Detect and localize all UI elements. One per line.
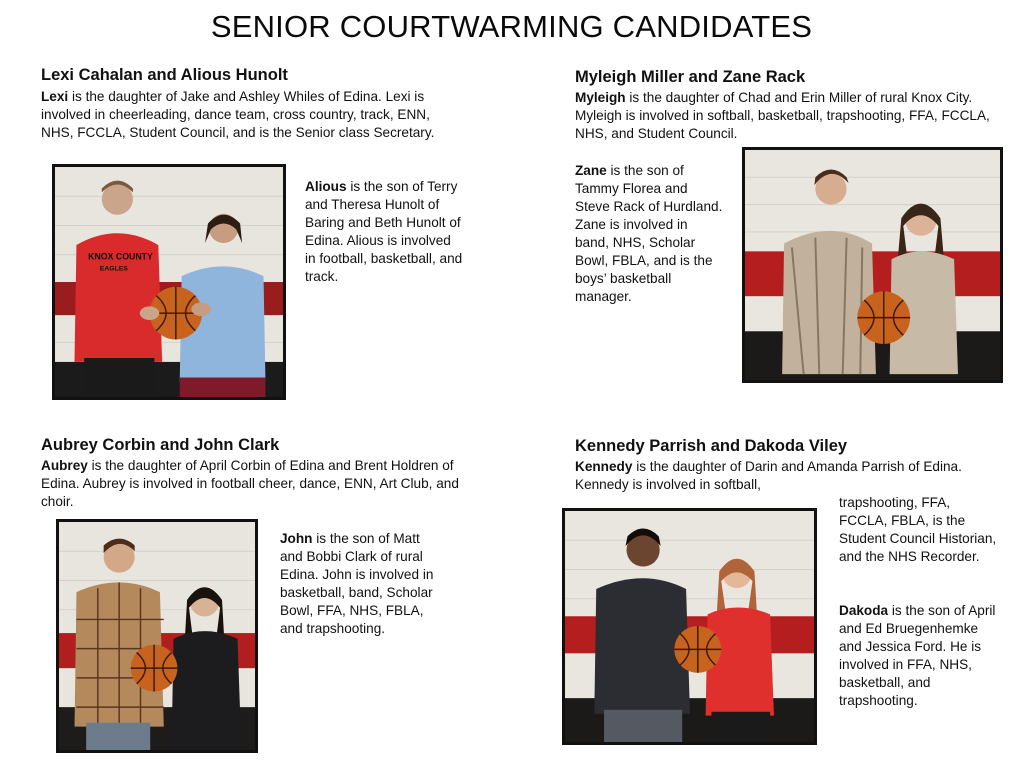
- candidate-heading-3: Aubrey Corbin and John Clark: [41, 436, 280, 454]
- candidate-second-name: Alious: [305, 179, 347, 194]
- photo-kennedy-dakoda: [565, 511, 814, 742]
- candidate-second-text: is the son of Terry and Theresa Hunolt of Baring and Beth Hunolt of Edina. Alious is involved in football, basketball, and track.: [305, 179, 463, 284]
- candidate-intro-text: is the daughter of April Corbin of Edina and Brent Holdren of Edina. Aubrey is involved in football cheer, dance, ENN, Art Club, and choir.: [41, 458, 459, 509]
- candidate-intro-name: Lexi: [41, 89, 69, 104]
- candidate-second-text: is the son of April and Ed Bruegenhemke and Jessica Ford. He is involved in FFA, NHS, basketball, and trapshooting.: [839, 603, 996, 708]
- candidate-second-name: Zane: [575, 163, 607, 178]
- candidate-photo-3: [56, 519, 258, 753]
- candidate-heading-2: Myleigh Miller and Zane Rack: [575, 68, 806, 86]
- candidate-intro-4: [575, 458, 995, 498]
- candidate-intro-2: [575, 89, 1000, 143]
- shirt-subtext: EAGLES: [99, 265, 128, 273]
- candidate-intro-text: is the daughter of Chad and Erin Miller of rural Knox City. Myleigh is involved in softball, basketball, trapshooting, FFA, FCCLA, NHS, and Student Council.: [575, 90, 990, 141]
- candidate-second-text: is the son of Tammy Florea and Steve Rack of Hurdland. Zane is involved in band, NHS, Scholar Bowl, FBLA, and is the boys’ basketball manager.: [575, 163, 723, 304]
- candidate-photo-1: [52, 164, 286, 400]
- shirt-text: KNOX COUNTY: [88, 251, 153, 262]
- candidate-photo-4: [562, 508, 817, 745]
- photo-myleigh-zane: [745, 150, 1000, 380]
- candidate-second-4: [839, 602, 999, 710]
- photo-aubrey-john: [59, 522, 255, 750]
- candidate-heading-4: Kennedy Parrish and Dakoda Viley: [575, 437, 848, 455]
- candidate-second-3: [280, 530, 445, 638]
- candidate-intro-name: Kennedy: [575, 459, 633, 474]
- candidate-heading-1: Lexi Cahalan and Alious Hunolt: [41, 66, 288, 84]
- candidate-second-name: Dakoda: [839, 603, 889, 618]
- candidate-intro-text: is the daughter of Darin and Amanda Parrish of Edina. Kennedy is involved in softball,: [575, 459, 962, 492]
- photo-lexi-alious: [55, 167, 283, 397]
- candidate-second-name: John: [280, 531, 313, 546]
- candidate-intro-3: [41, 457, 466, 511]
- intro-continued-text: trapshooting, FFA, FCCLA, FBLA, is the Student Council Historian, and the NHS Recorder.: [839, 495, 997, 564]
- candidate-intro-name: Aubrey: [41, 458, 88, 473]
- candidate-intro-1: [41, 88, 466, 142]
- candidate-second-text: is the son of Matt and Bobbi Clark of rural Edina. John is involved in basketball, band, Scholar Bowl, FFA, NHS, FBLA, and trapshooting.: [280, 531, 434, 636]
- candidate-intro-text: is the daughter of Jake and Ashley Whiles of Edina. Lexi is involved in cheerleading, dance team, cross country, track, ENN, NHS, FCCLA, Student Council, and is the Senior class Secretary.: [41, 89, 435, 140]
- page-title: SENIOR COURTWARMING CANDIDATES: [210, 9, 813, 44]
- candidate-second-2: [575, 162, 725, 306]
- candidate-intro-4-continued: [839, 494, 999, 566]
- candidate-intro-name: Myleigh: [575, 90, 626, 105]
- candidate-second-1: [305, 178, 465, 286]
- intro-lines-top: [575, 458, 995, 494]
- candidate-photo-2: [742, 147, 1003, 383]
